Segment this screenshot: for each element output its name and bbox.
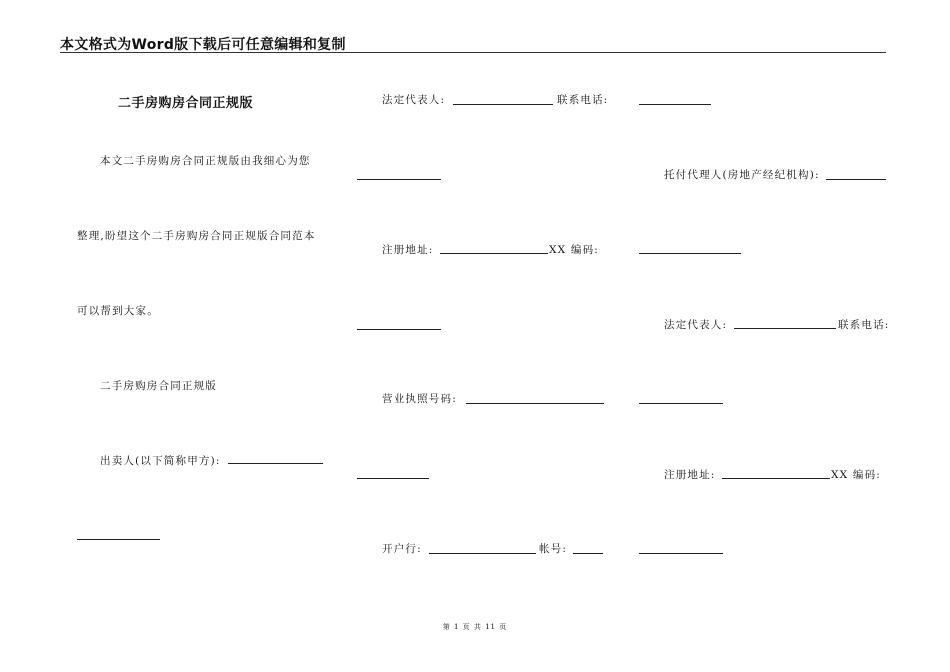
legal-rep-label-2: 法定代表人:	[664, 319, 728, 331]
seller-blank-line	[228, 463, 323, 464]
xx-code-blank	[639, 253, 741, 254]
blank-line	[357, 478, 429, 479]
bank-label: 开户行:	[382, 543, 422, 555]
page-footer: 第 1 页 共 11 页	[442, 623, 508, 631]
license-blank-2	[639, 403, 723, 404]
account-blank	[573, 553, 603, 554]
blank-line	[357, 329, 441, 330]
bank-blank	[429, 553, 536, 554]
phone-label: 联系电话:	[557, 94, 609, 106]
reg-addr-blank	[440, 253, 548, 254]
legal-rep-label: 法定代表人:	[382, 94, 446, 106]
seller-label: 出卖人(以下简称甲方):	[100, 455, 221, 467]
xx-code-label: XX 编码:	[549, 244, 600, 256]
reg-addr-blank-2	[722, 478, 830, 479]
page-header	[60, 34, 886, 53]
intro-line-3: 可以帮到大家。	[77, 305, 159, 317]
agent-label: 托付代理人(房地产经纪机构):	[664, 169, 820, 181]
reg-addr-label-2: 注册地址:	[664, 469, 716, 481]
license-label: 营业执照号码:	[382, 393, 457, 405]
license-blank	[466, 403, 604, 404]
legal-rep-blank-2	[734, 328, 836, 329]
legal-rep-blank	[453, 104, 553, 105]
document-title: 二手房购房合同正规版	[118, 96, 254, 111]
seller-blank-line-cont	[77, 539, 160, 540]
reg-addr-label: 注册地址:	[382, 244, 434, 256]
contract-subtitle: 二手房购房合同正规版	[100, 380, 217, 392]
xx-code-label-2: XX 编码:	[831, 469, 882, 481]
intro-line-1: 本文二手房购房合同正规版由我细心为您	[100, 155, 311, 167]
intro-line-2: 整理,盼望这个二手房购房合同正规版合同范本	[77, 230, 316, 242]
account-blank-2	[639, 553, 723, 554]
phone-blank	[639, 104, 711, 105]
header-text: 本文格式为Word版下载后可任意编辑和复制	[60, 37, 346, 53]
blank-line	[357, 179, 441, 180]
phone-label-2: 联系电话:	[838, 319, 890, 331]
agent-blank	[826, 179, 886, 180]
account-label: 帐号:	[539, 543, 568, 555]
